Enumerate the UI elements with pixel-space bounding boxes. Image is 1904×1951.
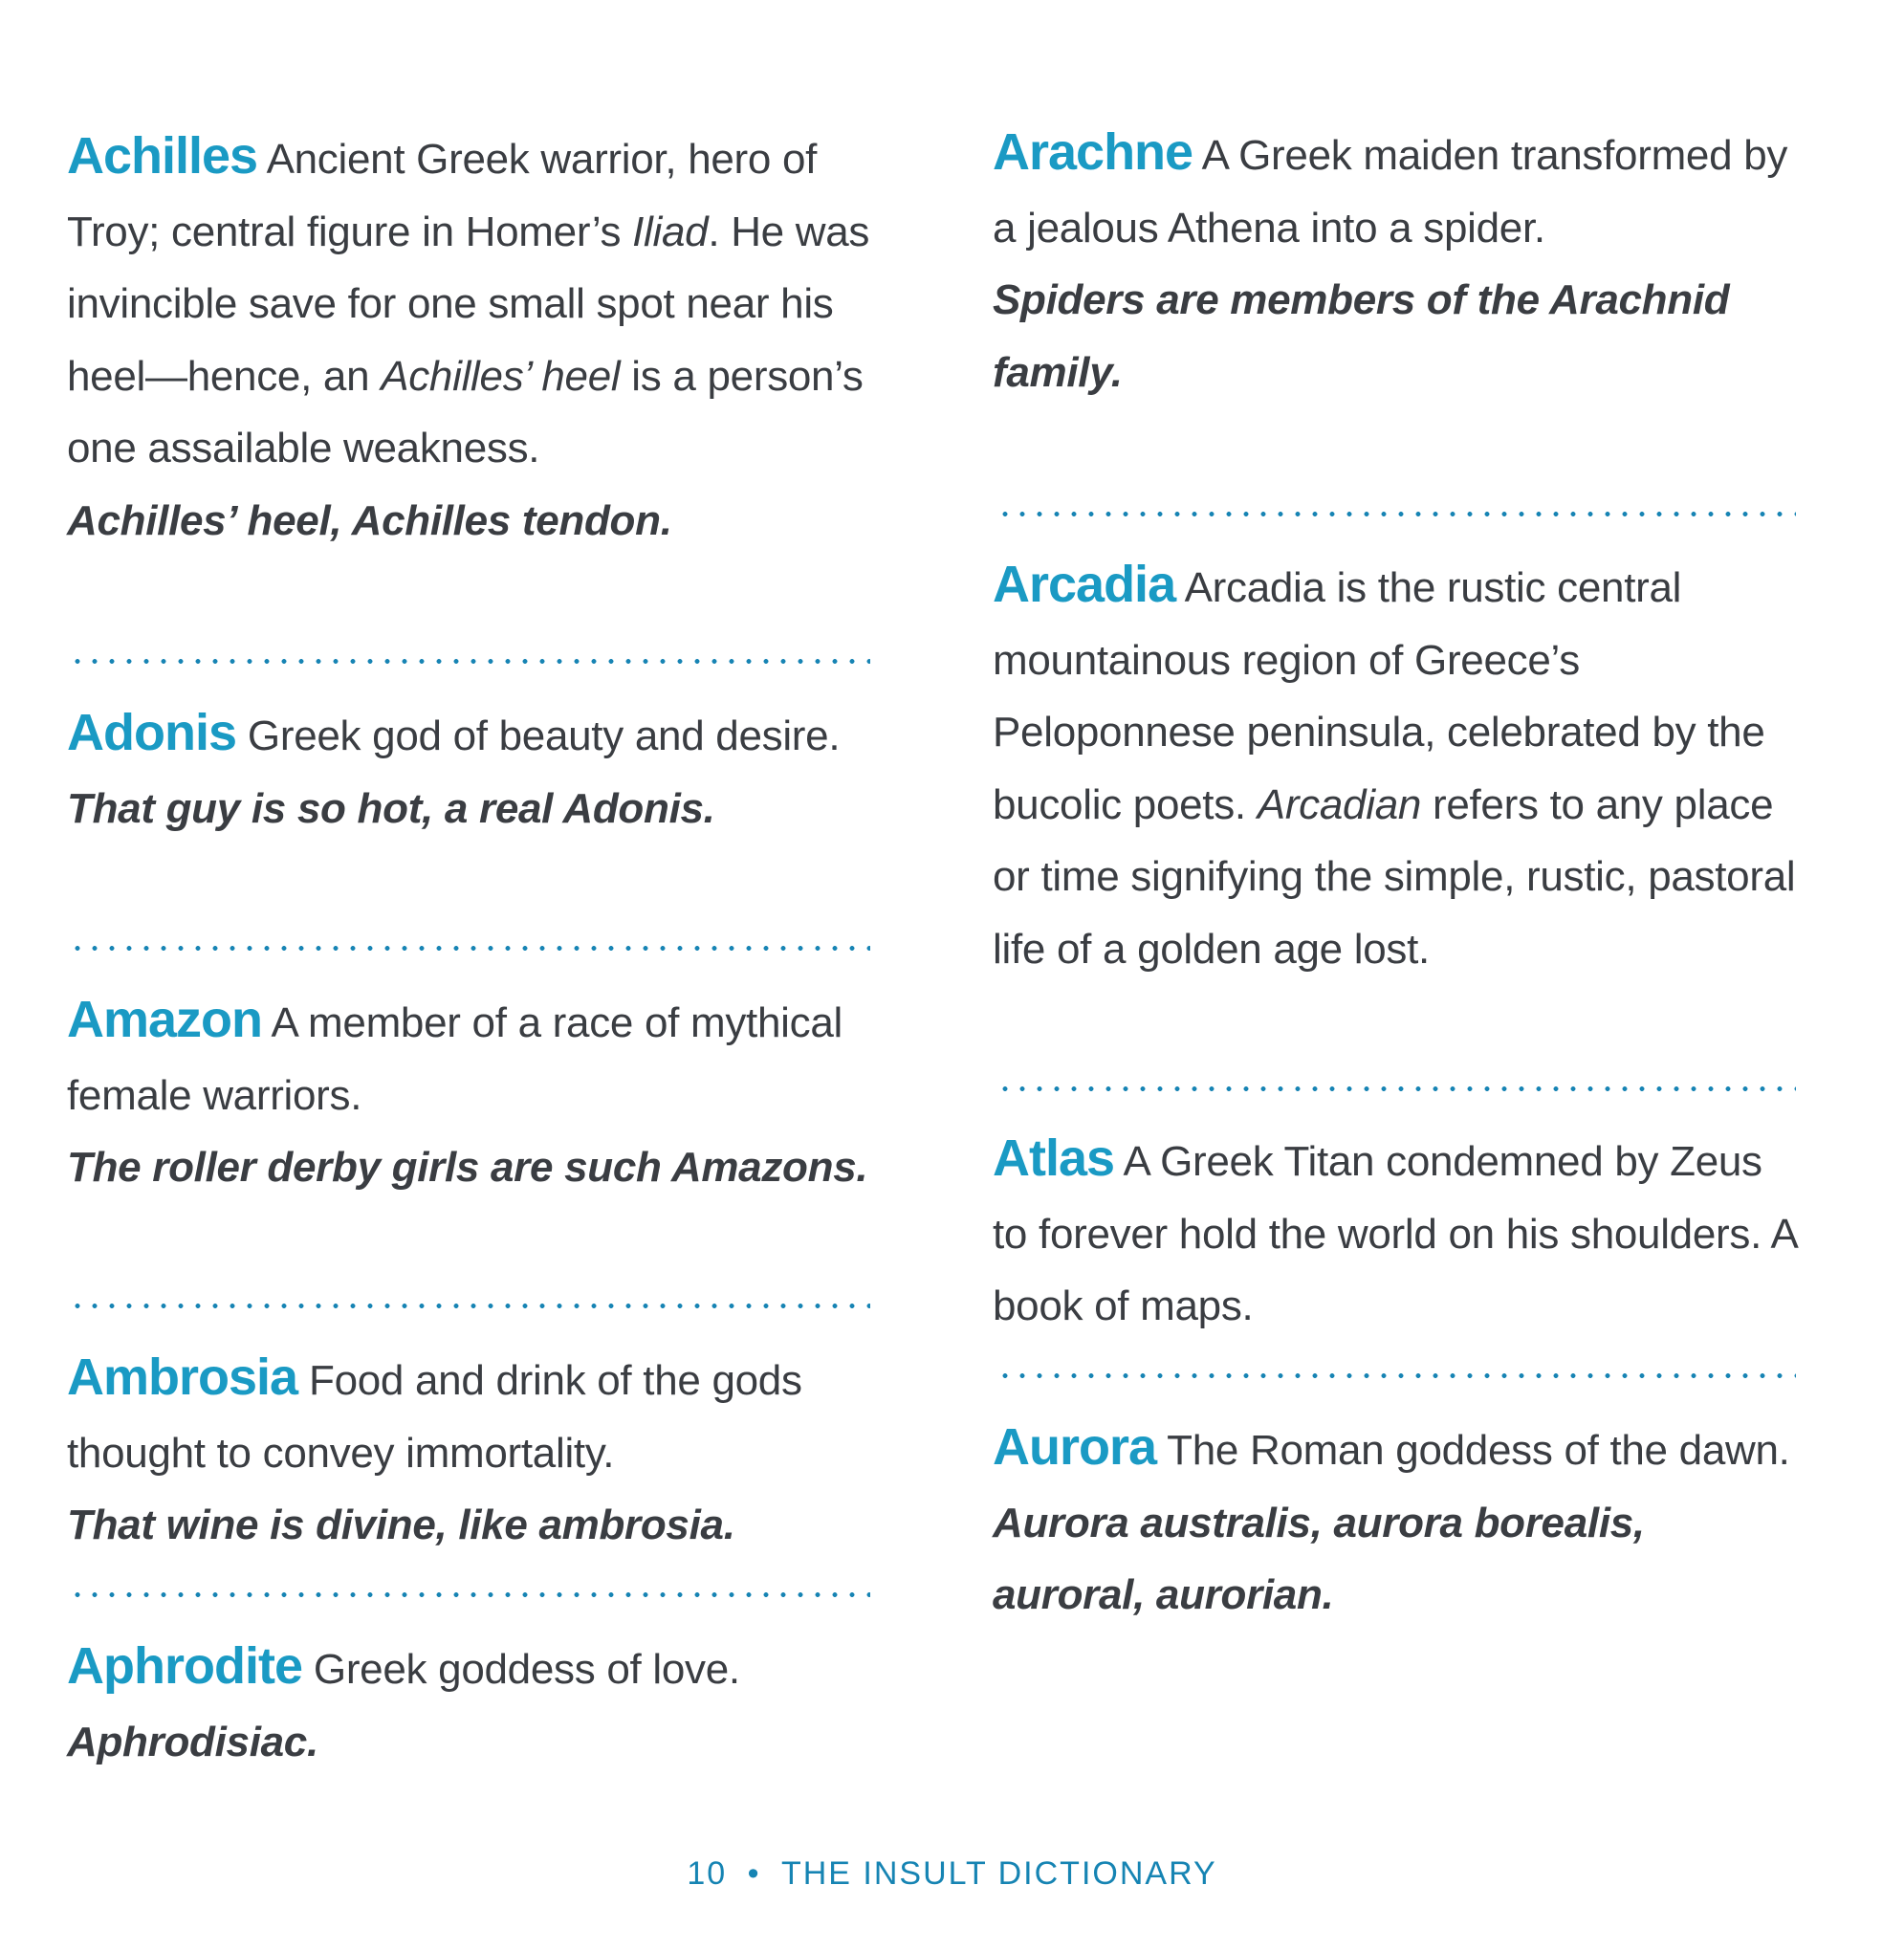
dotted-divider — [69, 946, 870, 951]
definition-text: A Greek maiden transformed by a jealous Athena into a spider. — [993, 132, 1788, 252]
example-usage: Achilles’ heel, Achilles tendon. — [67, 496, 672, 544]
definition-text: is a person’s one assailable weakness. — [67, 352, 864, 471]
headword: Aphrodite — [67, 1637, 302, 1695]
dotted-divider — [69, 1592, 870, 1597]
definition-text: Food and drink of the gods thought to convey immortality. — [67, 1357, 802, 1477]
page-footer — [0, 1855, 1904, 1893]
definition-text: A member of a race of mythical female warriors. — [67, 999, 843, 1119]
entry-atlas — [993, 1123, 1806, 1343]
book-title: THE INSULT DICTIONARY — [780, 1855, 1217, 1892]
definition-text: Greek god of beauty and desire. — [236, 712, 841, 759]
definition-italic: Iliad — [632, 208, 709, 255]
headword: Arcadia — [993, 556, 1176, 613]
definition-text: Arcadia is the rustic central mountainous region of Greece’s Peloponnese peninsula, celebrated by the bucolic poets. — [993, 564, 1765, 828]
dotted-divider — [69, 1304, 870, 1308]
example-usage: That guy is so hot, a real Adonis. — [67, 784, 715, 832]
entry-arcadia — [993, 549, 1806, 985]
page-number: 10 — [687, 1855, 728, 1892]
definition-text: Ancient Greek warrior, hero of Troy; central figure in Homer’s — [67, 136, 818, 255]
definition-italic: Arcadian — [1257, 780, 1422, 828]
example-usage: Spiders are members of the Arachnid family. — [993, 276, 1730, 396]
definition-text: . He was invincible save for one small spot near his heel—hence, an — [67, 208, 870, 400]
headword: Aurora — [993, 1418, 1157, 1476]
example-usage: Aurora australis, aurora borealis, auroral, aurorian. — [993, 1499, 1645, 1618]
dotted-divider — [996, 1086, 1796, 1091]
dotted-divider — [996, 1373, 1796, 1378]
definition-text: A Greek Titan condemned by Zeus to forever hold the world on his shoulders. A book of maps. — [993, 1138, 1797, 1329]
definition-text: refers to any place or time signifying the simple, rustic, pastoral life of a golden age lost. — [993, 780, 1796, 973]
headword: Achilles — [67, 127, 258, 185]
dotted-divider — [69, 659, 870, 664]
definition-italic: Achilles’ heel — [381, 352, 621, 400]
entry-aphrodite — [67, 1631, 880, 1778]
definition-text: Greek goddess of love. — [301, 1646, 740, 1693]
entry-arachne — [993, 117, 1806, 408]
example-usage: The roller derby girls are such Amazons. — [67, 1144, 868, 1191]
definition-text: The Roman goddess of the dawn. — [1156, 1427, 1790, 1474]
headword: Atlas — [993, 1129, 1115, 1187]
dotted-divider — [996, 512, 1796, 516]
headword: Arachne — [993, 123, 1193, 181]
entry-ambrosia — [67, 1342, 880, 1562]
example-usage: Aphrodisiac. — [67, 1718, 318, 1765]
entry-amazon — [67, 984, 880, 1204]
example-usage: That wine is divine, like ambrosia. — [67, 1502, 735, 1548]
headword: Ambrosia — [67, 1348, 298, 1406]
entry-adonis — [67, 697, 880, 844]
bullet-separator: • — [747, 1855, 761, 1892]
headword: Adonis — [67, 704, 236, 761]
entry-aurora — [993, 1412, 1806, 1632]
headword: Amazon — [67, 991, 263, 1048]
entry-achilles — [67, 121, 880, 557]
